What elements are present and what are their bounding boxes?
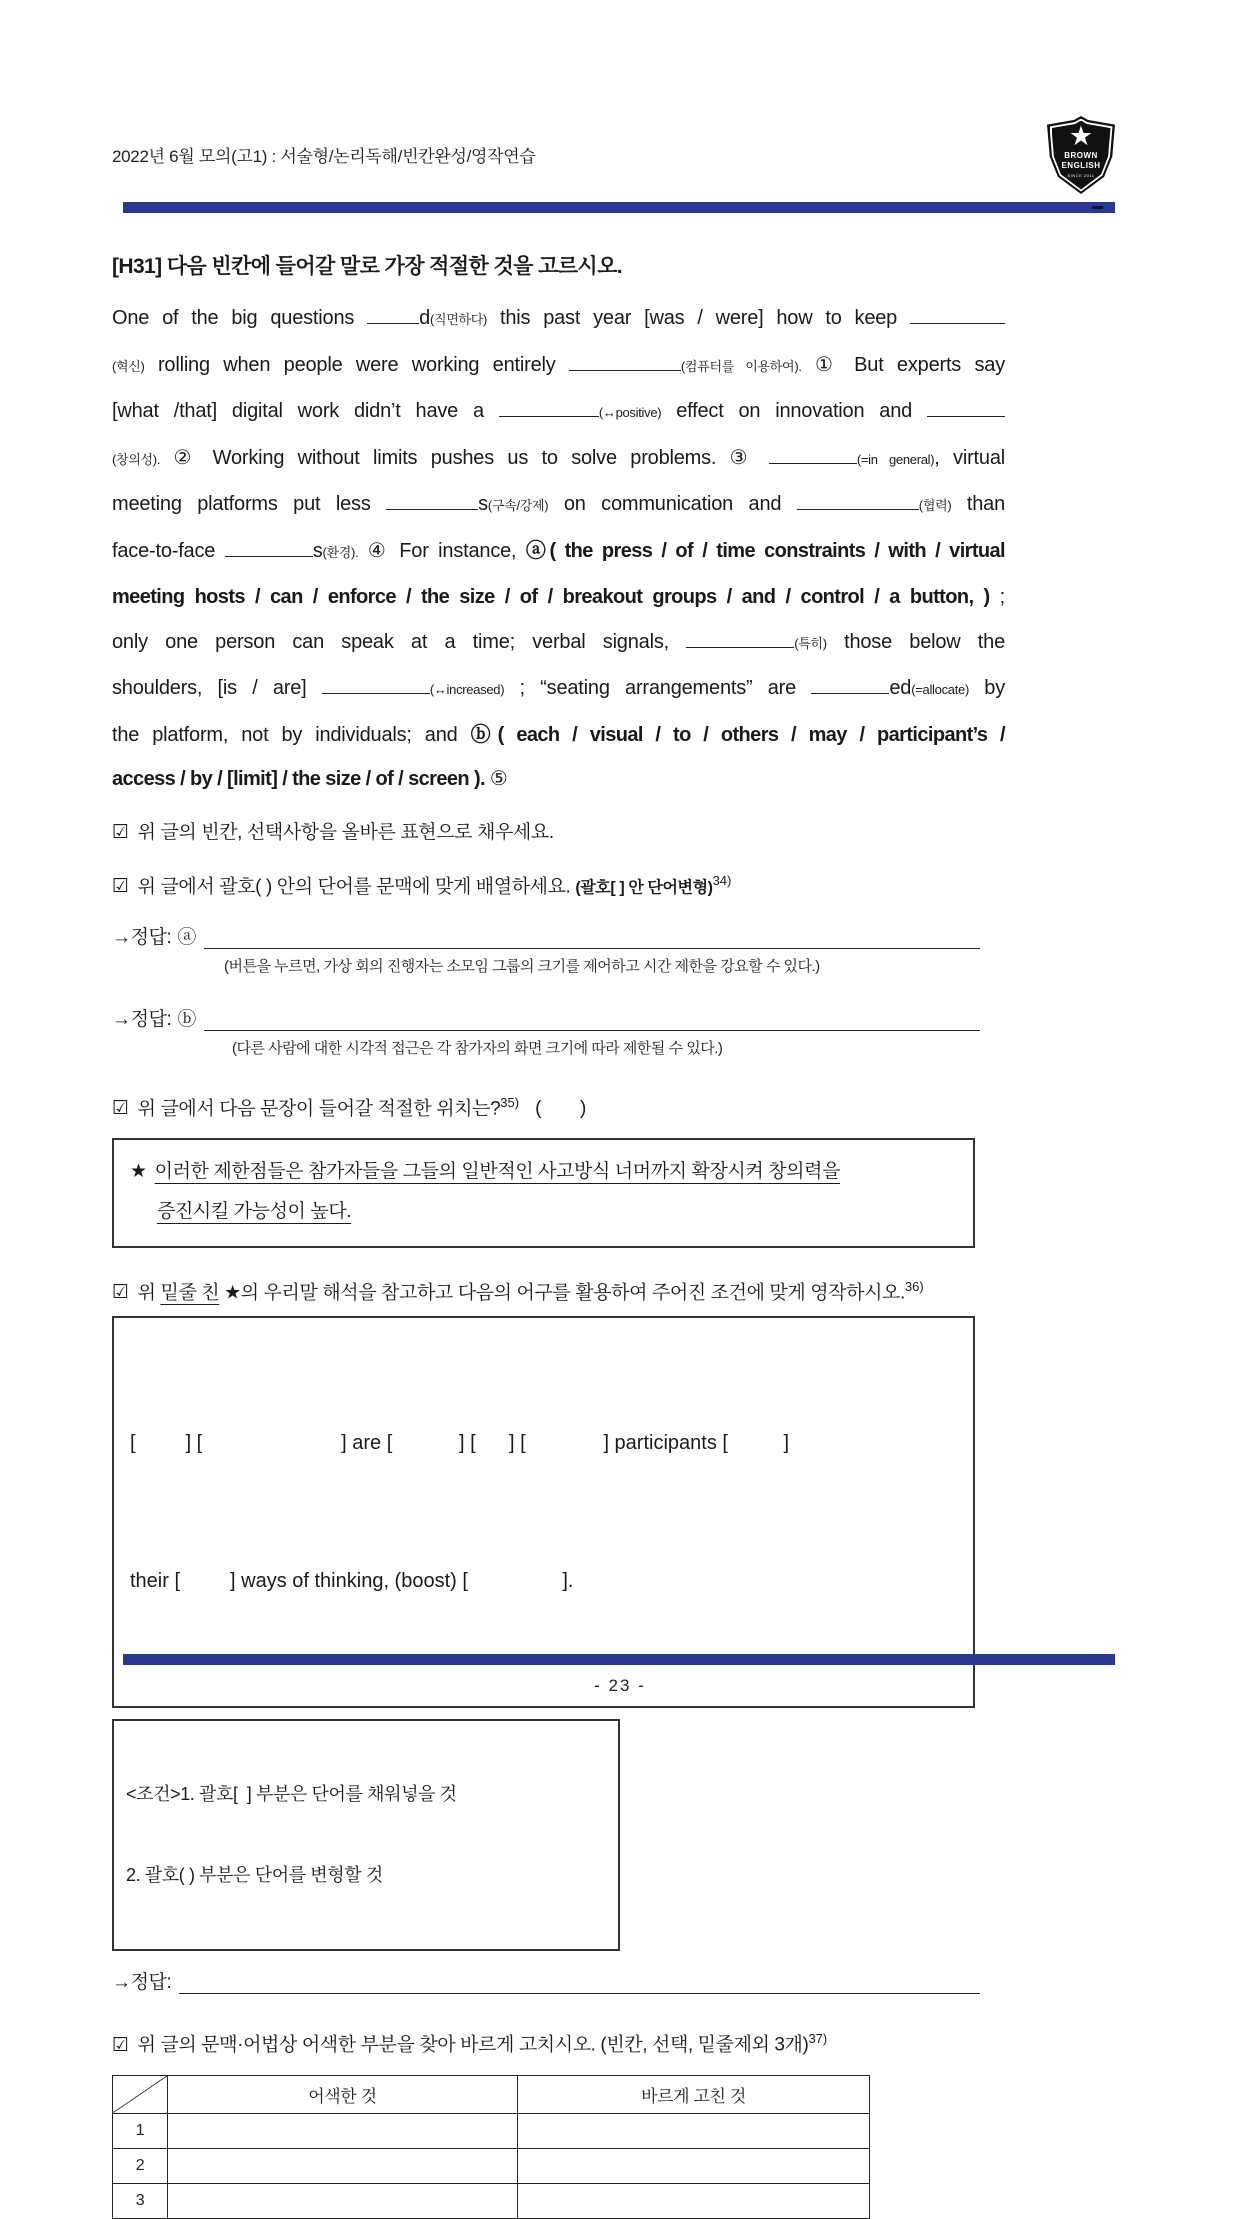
condition-line-1: <조건>1. 괄호[ ] 부분은 단어를 채워넣을 것 [126,1784,457,1805]
question-number-sup: 36) [904,1279,924,1295]
passage [112,296,1005,802]
table-row [113,2113,870,2148]
instruction-text: 위 글의 문맥·어법상 어색한 부분을 찾아 바르게 고치시오. (빈칸, 선택, 밑줄제외 3개) [137,2034,809,2056]
instruction-sentence-position [112,1090,1005,1122]
passage-line: One of the big questions d(직면하다) this past year [was / were] how to keep [112,296,1005,343]
awkward-input-cell [168,2183,518,2218]
star-icon: ★ [1068,121,1094,151]
corrected-input-cell [518,2113,870,2148]
passage-line: shoulders, [is / are] (↔increased) ; “seating arrangements” are ed(=allocate) by [112,677,1005,699]
checkbox-icon: ☑ [112,875,129,897]
fill-in-blank [769,447,857,464]
passage-line: access / by / [limit] / the size / of / screen ). ⑤ [112,768,508,790]
fill-in-blank [225,540,313,557]
fill-in-blank [910,307,1005,324]
page-number: - 23 - [594,1676,646,1695]
passage-line: only one person can speak at a time; verbal signals, (특히) those below the [112,630,1005,653]
corrected-input-cell [518,2183,870,2218]
answer-hint-b: (다른 사람에 대한 시각적 접근은 각 참가자의 화면 크기에 따라 제한될 수 있다.) [232,1039,723,1057]
instruction-note: (괄호[ ] 안 단어변형) [575,878,713,896]
header-rule-dash [1092,206,1103,209]
passage-line: [what /that] digital work didn’t have a (↔positive) effect on innovation and [112,389,1005,436]
answer-arrow-label: →정답: [112,1972,172,1994]
sentence-line-1: ★ 이러한 제한점들은 참가자들을 그들의 일반적인 사고방식 너머까지 확장시켜 창의력을 [130,1161,841,1183]
underlined-phrase: 밑줄 친 [160,1282,220,1304]
answer-row-b [112,1005,980,1031]
phrase-line-2: their [ ] ways of thinking, (boost) [ ]. [130,1570,574,1593]
answer-circle-a: ⓐ [177,926,196,948]
fill-in-blank [386,493,478,510]
fill-in-blank [499,400,599,417]
instruction-arrange-words [112,868,1005,901]
sentence-line-2: 증진시킬 가능성이 높다. [157,1201,352,1223]
passage-line: face-to-face s(환경). ④ For instance, ⓐ( the press / of / time constraints / with / virtual [112,539,1005,562]
table-row [113,2148,870,2183]
answer-parentheses: ( ) [535,1098,586,1120]
awkward-input-cell [168,2113,518,2148]
brand-logo [1047,116,1115,194]
condition-line-2: 2. 괄호( ) 부분은 단어를 변형할 것 [126,1865,383,1886]
row-number-cell: 3 [113,2183,168,2218]
fill-in-blank [322,677,430,694]
fill-in-blank [797,493,919,510]
instruction-text: 위 글에서 다음 문장이 들어갈 적절한 위치는? [137,1098,501,1120]
brand-tagline: SINCE 2011 [1067,173,1095,178]
fill-in-blank [569,354,681,371]
answer-blank-line-final [179,1971,980,1994]
awkward-input-cell [168,2148,518,2183]
instruction-text: 위 글에서 괄호( ) 안의 단어를 문맥에 맞게 배열하세요. [137,875,576,897]
passage-line: meeting platforms put less s(구속/강제) on communication and (협력) than [112,493,1005,515]
passage-line: meeting hosts / can / enforce / the size / of / breakout groups / and / control / a button, ) ; [112,586,1005,608]
question-number-sup: 34) [712,872,732,888]
instruction-text: 위 글의 빈칸, 선택사항을 올바른 표현으로 채우세요. [137,821,554,843]
table-row [113,2183,870,2218]
checkbox-icon: ☑ [112,2034,129,2056]
footer-rule [123,1654,1115,1665]
header-rule [123,202,1115,213]
table-header-awkward: 어색한 것 [168,2075,518,2113]
answer-circle-b: ⓑ [177,1008,196,1030]
fill-in-blank [927,400,1005,417]
question-number-sup: 37) [808,2031,828,2047]
answer-blank-line-a [204,926,980,949]
checkbox-icon: ☑ [112,821,129,843]
answer-row-final [112,1968,980,1994]
diagonal-cell [113,2075,168,2113]
instruction-composition: ☑ 위 밑줄 친 ★의 우리말 해석을 참고하고 다음의 어구를 활용하여 주어진 조건에 맞게 영작하시오.$^{36)}$ [112,1279,924,1304]
row-number-cell: 1 [113,2113,168,2148]
correction-table [112,2075,870,2219]
checkbox-icon: ☑ [112,1098,129,1120]
question-number-sup: 35) [500,1094,520,1110]
table-header-corrected: 바르게 고친 것 [518,2075,870,2113]
condition-box [112,1719,620,1951]
question-heading: [H31] 다음 빈칸에 들어갈 말로 가장 적절한 것을 고르시오. [112,255,623,278]
content-column [112,250,1005,2219]
instruction-fill-blanks [112,820,1005,846]
answer-blank-line-b [204,1008,980,1031]
table-header-row [113,2075,870,2113]
brand-name-line2: ENGLISH [1061,160,1101,170]
phrase-bank-box [112,1316,975,1708]
passage-line: (창의성). ② Working without limits pushes us to solve problems. ③ (=in general), virtual [112,446,1005,469]
answer-arrow-label: →정답: [112,1008,172,1030]
answer-arrow-label: →정답: [112,926,172,948]
answer-row-a [112,923,980,949]
fill-in-blank [811,677,889,694]
star-marker-icon: ★ [130,1161,147,1183]
checkbox-icon: ☑ [112,1282,129,1304]
instruction-error-correction [112,2026,1005,2058]
header-title: 2022년 6월 모의(고1) : 서술형/논리독해/빈칸완성/영작연습 [112,147,536,166]
passage-line: (혁신) rolling when people were working entirely (컴퓨터를 이용하여). ① But experts say [112,353,1005,376]
phrase-line-1: [ ] [ ] are [ ] [ ] [ ] participants [ ] [130,1432,790,1455]
row-number-cell: 2 [113,2148,168,2183]
brand-name-line1: BROWN [1064,151,1098,160]
answer-hint-a: (버튼을 누르면, 가상 회의 진행자는 소모임 그룹의 크기를 제어하고 시간 제한을 강요할 수 있다.) [224,957,820,975]
target-sentence-box [112,1138,975,1248]
passage-line: the platform, not by individuals; and ⓑ( each / visual / to / others / may / participant’s / [112,723,1005,746]
fill-in-blank [367,307,419,324]
corrected-input-cell [518,2148,870,2183]
fill-in-blank [686,631,794,648]
